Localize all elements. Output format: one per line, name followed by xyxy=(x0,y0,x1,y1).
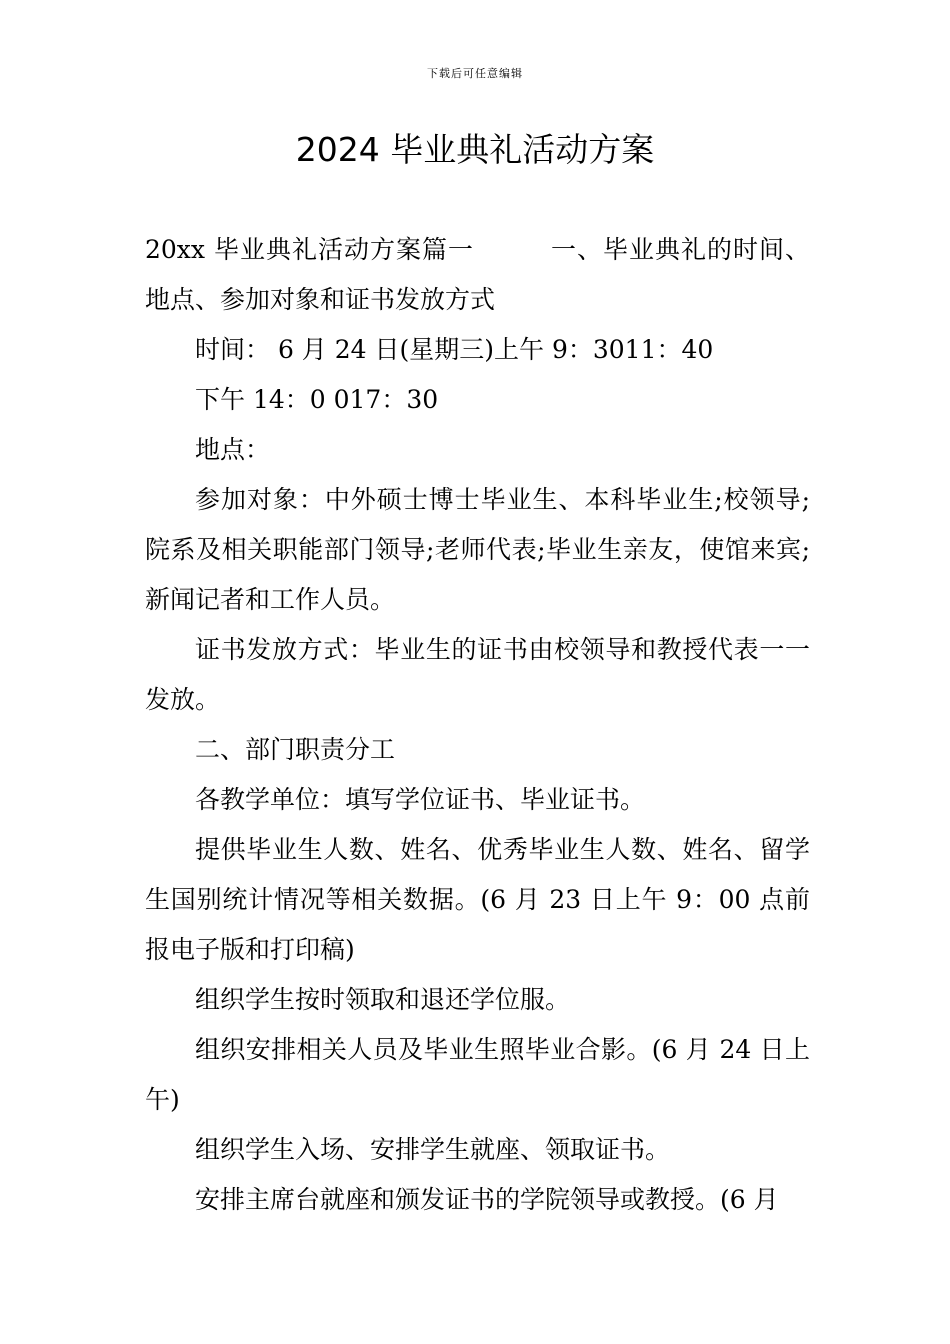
header-note: 下载后可任意编辑 xyxy=(427,67,523,80)
paragraph-seating: 组织学生入场、安排学生就座、领取证书。 xyxy=(195,1135,671,1164)
paragraph-group-photo: 组织安排相关人员及毕业生照毕业合影。(6 月 24 日上午) xyxy=(145,1035,810,1114)
paragraph-afternoon: 下午 14：0 017：30 xyxy=(195,385,439,414)
page-title: 2024 毕业典礼活动方案 xyxy=(295,130,655,169)
paragraph-statistics: 提供毕业生人数、姓名、优秀毕业生人数、姓名、留学生国别统计情况等相关数据。(6 月 23 日上午 9：00 点前报电子版和打印稿) xyxy=(145,835,810,964)
intro-lead: 20xx 毕业典礼活动方案篇一 xyxy=(145,235,474,264)
document-body xyxy=(145,225,810,1225)
paragraph-teaching-units: 各教学单位：填写学位证书、毕业证书。 xyxy=(195,785,646,814)
paragraph-presidium: 安排主席台就座和颁发证书的学院领导或教授。(6 月 xyxy=(195,1185,779,1214)
paragraph-participants: 参加对象：中外硕士博士毕业生、本科毕业生;校领导;院系及相关职能部门领导;老师代表;毕业生亲友，使馆来宾;新闻记者和工作人员。 xyxy=(145,485,810,614)
intro-paragraph xyxy=(145,225,810,325)
intro-section-heading: 一、毕业典礼的时间、地点、参加对象和证书发放方式 xyxy=(145,235,810,314)
paragraph-certificate-method: 证书发放方式：毕业生的证书由校领导和教授代表一一发放。 xyxy=(145,635,810,714)
paragraph-gowns: 组织学生按时领取和退还学位服。 xyxy=(195,985,571,1014)
paragraph-time: 时间： 6 月 24 日(星期三)上午 9：3011：40 xyxy=(195,335,714,364)
section-heading-duties: 二、部门职责分工 xyxy=(195,735,396,764)
paragraph-location: 地点： xyxy=(195,435,271,464)
